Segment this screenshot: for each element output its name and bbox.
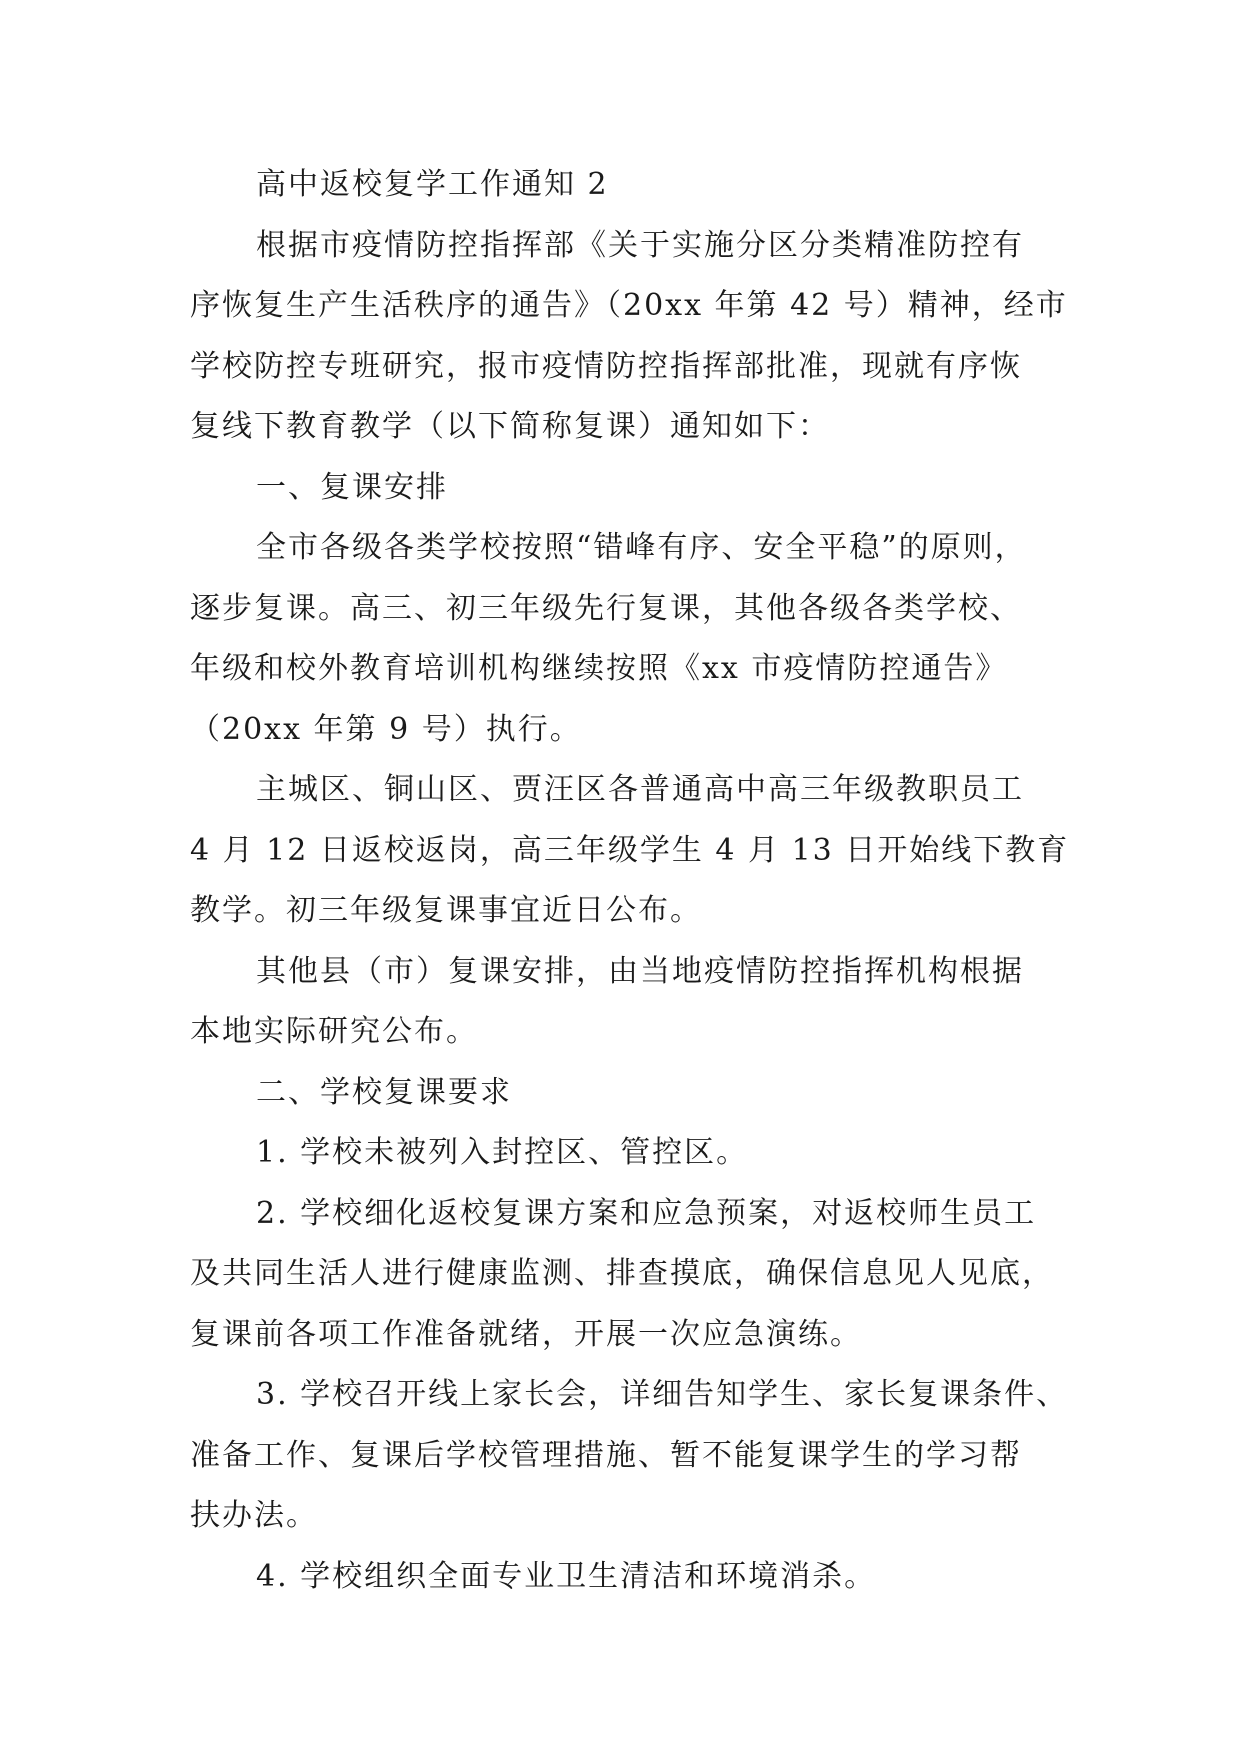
- paragraph-line: 主城区、铜山区、贾汪区各普通高中高三年级教职员工: [256, 772, 1024, 807]
- paragraph-line: 其他县（市）复课安排，由当地疫情防控指挥机构根据: [256, 953, 1024, 989]
- section-heading: 二、学校复课要求: [256, 1074, 512, 1110]
- paragraph-line: 全市各级各类学校按照“错峰有序、安全平稳”的原则，: [256, 530, 1027, 565]
- paragraph-line: 教学。初三年级复课事宜近日公布。: [190, 893, 702, 928]
- list-item: 4. 学校组织全面专业卫生清洁和环境消杀。: [256, 1558, 877, 1594]
- document-body: [190, 155, 1070, 1607]
- paragraph-line: 复线下教育教学（以下简称复课）通知如下：: [190, 409, 830, 444]
- paragraph-line: （20xx 年第 9 号）执行。: [190, 711, 582, 747]
- paragraph-line: 本地实际研究公布。: [190, 1014, 478, 1049]
- section-heading: 一、复课安排: [256, 469, 448, 505]
- paragraph-line: 复课前各项工作准备就绪，开展一次应急演练。: [190, 1316, 862, 1352]
- paragraph-line: 年级和校外教育培训机构继续按照《xx 市疫情防控通告》: [190, 651, 1008, 686]
- paragraph-line: 及共同生活人进行健康监测、排查摸底，确保信息见人见底，: [190, 1256, 1054, 1291]
- paragraph-line: 序恢复生产生活秩序的通告》（20xx 年第 42 号）精神，经市: [190, 288, 1068, 323]
- list-item: 2. 学校细化返校复课方案和应急预案，对返校师生员工: [256, 1195, 1037, 1231]
- list-item: 3. 学校召开线上家长会，详细告知学生、家长复课条件、: [256, 1377, 1069, 1412]
- document-title: 高中返校复学工作通知 2: [256, 167, 609, 202]
- paragraph-line: 学校防控专班研究，报市疫情防控指挥部批准，现就有序恢: [190, 348, 1022, 384]
- paragraph-line: 4 月 12 日返校返岗，高三年级学生 4 月 13 日开始线下教育: [190, 832, 1070, 868]
- list-item: 1. 学校未被列入封控区、管控区。: [256, 1135, 749, 1170]
- paragraph-line: 逐步复课。高三、初三年级先行复课，其他各级各类学校、: [190, 590, 1022, 626]
- paragraph-line: 扶办法。: [190, 1498, 318, 1533]
- paragraph-line: 准备工作、复课后学校管理措施、暂不能复课学生的学习帮: [190, 1437, 1022, 1473]
- paragraph-line: 根据市疫情防控指挥部《关于实施分区分类精准防控有: [256, 227, 1024, 263]
